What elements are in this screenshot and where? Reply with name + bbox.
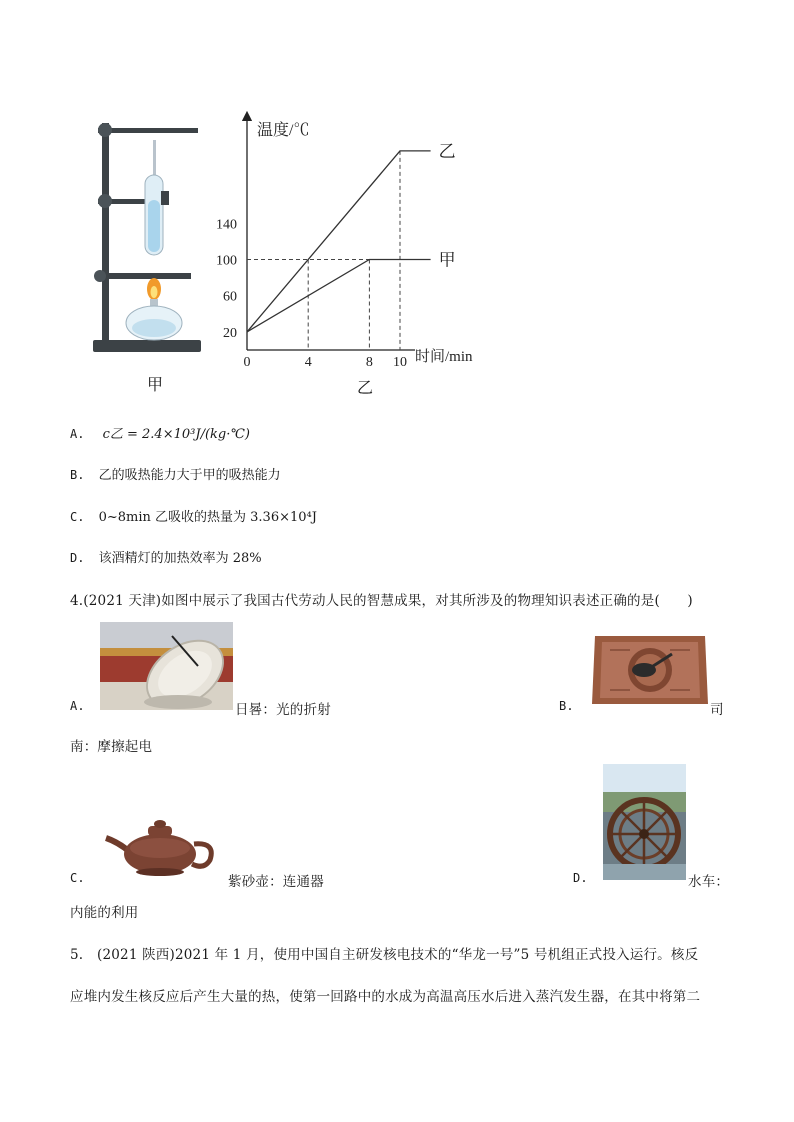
q4-option-b — [559, 698, 574, 714]
series-line-1 — [247, 260, 431, 332]
q4-option-d-text-a: 水车： — [688, 874, 730, 890]
x-tick-label-2: 8 — [365, 355, 373, 370]
option-label: B. — [559, 699, 574, 713]
y-axis-label: 温度/℃ — [257, 122, 310, 139]
y-tick-label-0: 20 — [223, 325, 237, 341]
y-tick-label-1: 60 — [223, 289, 237, 305]
series-line-0 — [247, 151, 431, 332]
option-label: B. — [70, 468, 85, 482]
x-axis-label: 时间/min — [415, 349, 473, 365]
q4-option-b-text-b: 南：摩擦起电 — [70, 739, 153, 755]
chart-svg — [205, 110, 495, 372]
option-text: c乙 = 2.4×10³J/(kg·℃) — [102, 427, 250, 442]
q3-option-c — [70, 506, 317, 525]
q4-option-a-text: 日晷：光的折射 — [235, 702, 331, 718]
y-tick-label-2: 100 — [216, 253, 237, 269]
option-label: A. — [70, 427, 85, 441]
q3-option-b — [70, 464, 281, 483]
q3-option-d — [70, 547, 262, 566]
option-label: D. — [573, 871, 588, 885]
q5-line-1: 5. (2021 陕西)2021 年 1 月，使用中国自主研发核电技术的“华龙一号”5 号机组正式投入运行。核反 — [70, 947, 699, 963]
q4-option-d — [573, 870, 588, 886]
option-label: A. — [70, 699, 85, 713]
q3-option-a — [70, 423, 250, 442]
graph-caption: 乙 — [357, 380, 374, 397]
sundial-image — [100, 622, 233, 710]
q5-line-2: 应堆内发生核反应后产生大量的热，使第一回路中的水成为高温高压水后进入蒸汽发生器，在其中将第二 — [70, 989, 701, 1005]
option-text: 该酒精灯的加热效率为 28% — [98, 551, 262, 566]
x-tick-label-3: 10 — [393, 355, 407, 370]
q4-option-c — [70, 870, 85, 886]
x-tick-label-1: 4 — [304, 355, 312, 370]
y-tick-label-3: 140 — [216, 217, 237, 233]
apparatus-caption: 甲 — [147, 377, 164, 394]
x-tick-label-0: 0 — [243, 355, 251, 370]
q4-option-a — [70, 698, 85, 714]
option-label: C. — [70, 871, 85, 885]
heating-apparatus-image — [88, 115, 208, 360]
option-label: C. — [70, 510, 85, 524]
series-label-0: 乙 — [438, 141, 456, 161]
series-label-1: 甲 — [438, 250, 456, 270]
sinan-compass-image — [590, 630, 710, 708]
q4-stem: 4.(2021 天津)如图中展示了我国古代劳动人民的智慧成果，对其所涉及的物理知识表述正确的是( ) — [70, 593, 693, 609]
option-text: 乙的吸热能力大于甲的吸热能力 — [98, 468, 281, 483]
q4-option-b-text-a: 司 — [710, 702, 724, 718]
temperature-time-chart — [205, 110, 495, 372]
q4-option-c-text: 紫砂壶：连通器 — [228, 874, 324, 890]
option-text: 0~8min 乙吸收的热量为 3.36×10⁴J — [98, 510, 317, 525]
water-wheel-image — [603, 764, 686, 880]
option-label: D. — [70, 551, 85, 565]
q4-option-d-text-b: 内能的利用 — [70, 905, 139, 921]
teapot-image — [100, 808, 224, 880]
apparatus-figure — [88, 115, 208, 360]
